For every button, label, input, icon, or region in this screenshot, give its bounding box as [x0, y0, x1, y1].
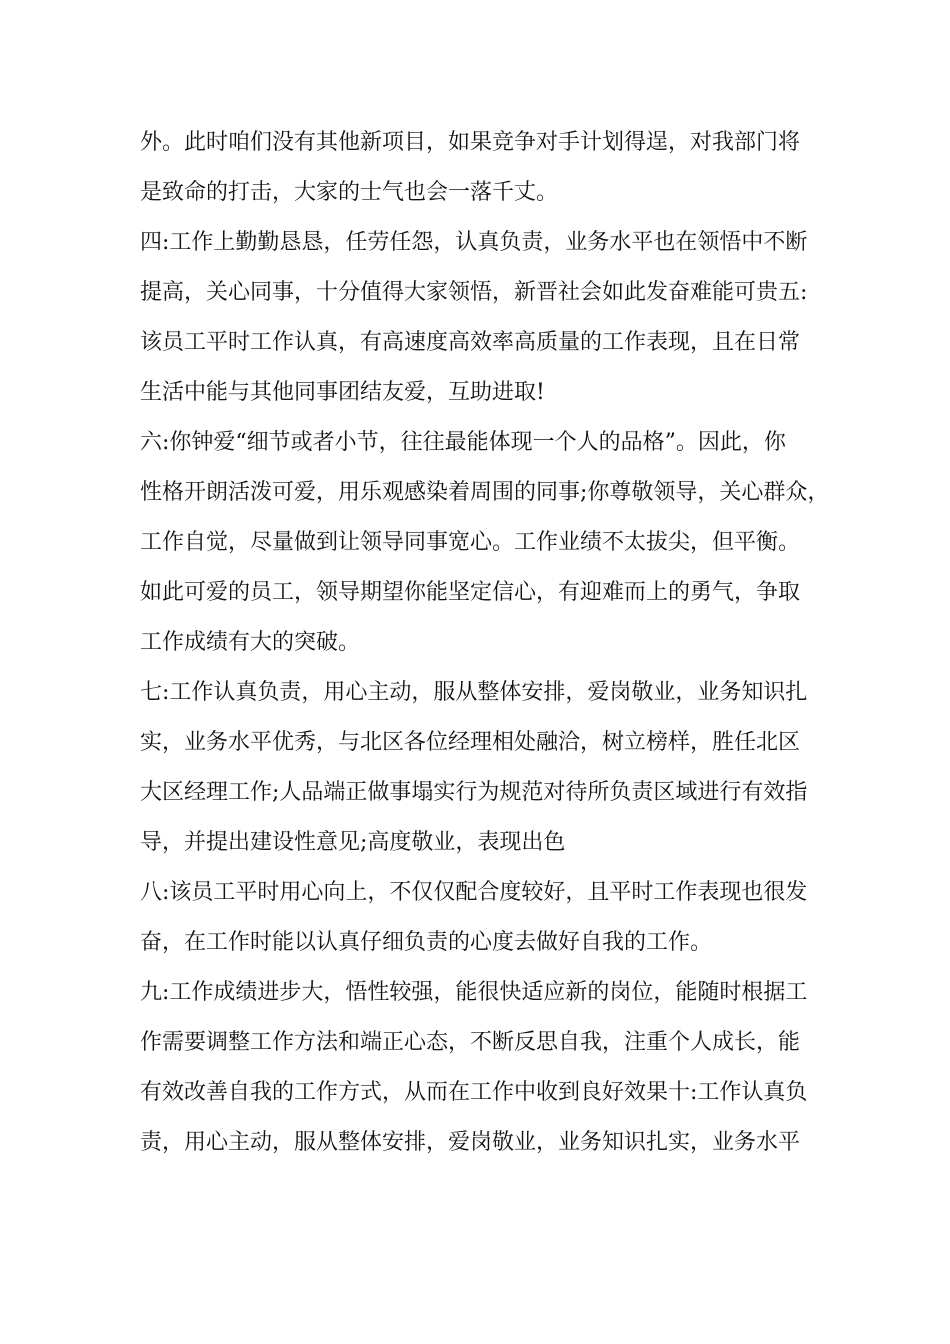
text-line: 外。此时咱们没有其他新项目，如果竞争对手计划得逞，对我部门将 — [140, 130, 801, 155]
text-line: 有效改善自我的工作方式，从而在工作中收到良好效果十:工作认真负 — [140, 1080, 808, 1105]
text-line: 六:你钟爱“细节或者小节，往往最能体现一个人的品格”。因此，你 — [140, 430, 786, 455]
text-line: 如此可爱的员工，领导期望你能坚定信心，有迎难而上的勇气，争取 — [140, 580, 801, 605]
text-line: 责，用心主动，服从整体安排，爱岗敬业，业务知识扎实，业务水平 — [140, 1130, 801, 1155]
text-line: 七:工作认真负责，用心主动，服从整体安排，爱岗敬业，业务知识扎 — [140, 680, 808, 705]
document-body — [140, 118, 840, 1168]
text-line: 性格开朗活泼可爱，用乐观感染着周围的同事;你尊敬领导，关心群众， — [140, 480, 830, 505]
text-line: 九:工作成绩进步大，悟性较强，能很快适应新的岗位，能随时根据工 — [140, 980, 808, 1005]
text-line: 奋，在工作时能以认真仔细负责的心度去做好自我的工作。 — [140, 930, 713, 955]
text-line: 提高，关心同事，十分值得大家领悟，新晋社会如此发奋难能可贵五: — [140, 280, 808, 305]
text-line: 四:工作上勤勤恳恳，任劳任怨，认真负责，业务水平也在领悟中不断 — [140, 230, 808, 255]
text-line: 工作成绩有大的突破。 — [140, 630, 361, 655]
text-line: 导，并提出建设性意见;高度敬业，表现出色 — [140, 830, 566, 855]
text-line: 作需要调整工作方法和端正心态，不断反思自我，注重个人成长，能 — [140, 1030, 801, 1055]
text-line: 八:该员工平时用心向上，不仅仅配合度较好，且平时工作表现也很发 — [140, 880, 808, 905]
text-line: 工作自觉，尽量做到让领导同事宽心。工作业绩不太拔尖，但平衡。 — [140, 530, 801, 555]
text-line: 生活中能与其他同事团结友爱，互助进取! — [140, 380, 545, 405]
text-line: 实，业务水平优秀，与北区各位经理相处融洽，树立榜样，胜任北区 — [140, 730, 801, 755]
text-line: 该员工平时工作认真，有高速度高效率高质量的工作表现，且在日常 — [140, 330, 801, 355]
text-line: 是致命的打击，大家的士气也会一落千丈。 — [140, 180, 559, 205]
text-line: 大区经理工作;人品端正做事塌实行为规范对待所负责区域进行有效指 — [140, 780, 808, 805]
